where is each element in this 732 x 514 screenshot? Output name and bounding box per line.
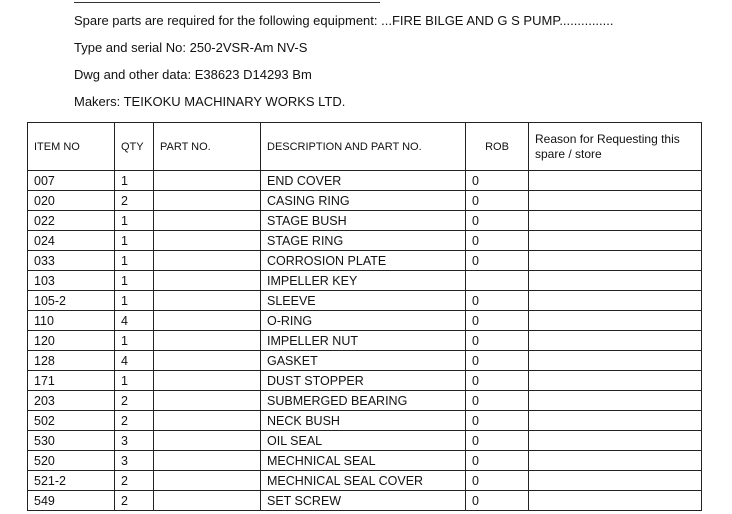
description-cell: O-RING [261,311,466,331]
reason-cell [529,291,702,311]
table-row [28,291,702,311]
rob-cell: 0 [466,331,529,351]
item-no-cell: 530 [28,431,115,451]
qty-cell: 1 [115,371,154,391]
item-no-cell: 521-2 [28,471,115,491]
description-cell: IMPELLER KEY [261,271,466,291]
qty-cell: 1 [115,231,154,251]
qty-cell: 2 [115,411,154,431]
table-row [28,491,702,511]
qty-cell: 1 [115,291,154,311]
column-header-rob: ROB [466,123,529,171]
rob-cell: 0 [466,451,529,471]
item-no-cell: 103 [28,271,115,291]
table-row [28,251,702,271]
description-cell: MECHNICAL SEAL COVER [261,471,466,491]
qty-cell: 3 [115,451,154,471]
reason-cell [529,471,702,491]
description-cell: SUBMERGED BEARING [261,391,466,411]
table-row [28,191,702,211]
item-no-cell: 105-2 [28,291,115,311]
rob-cell: 0 [466,351,529,371]
item-no-cell: 033 [28,251,115,271]
rob-cell: 0 [466,191,529,211]
rob-cell: 0 [466,491,529,511]
description-cell: CASING RING [261,191,466,211]
part-no-cell [154,371,261,391]
part-no-cell [154,231,261,251]
rob-cell: 0 [466,231,529,251]
part-no-cell [154,251,261,271]
description-cell: CORROSION PLATE [261,251,466,271]
rob-cell: 0 [466,431,529,451]
qty-cell: 1 [115,331,154,351]
item-no-cell: 203 [28,391,115,411]
description-cell: MECHNICAL SEAL [261,451,466,471]
reason-cell [529,311,702,331]
reason-cell [529,451,702,471]
description-cell: IMPELLER NUT [261,331,466,351]
column-header-reason: Reason for Requesting this spare / store [529,123,702,171]
qty-cell: 1 [115,171,154,191]
part-no-cell [154,351,261,371]
rob-cell: 0 [466,471,529,491]
qty-cell: 2 [115,471,154,491]
part-no-cell [154,191,261,211]
spare-parts-table [27,122,702,511]
part-no-cell [154,391,261,411]
table-row [28,231,702,251]
part-no-cell [154,311,261,331]
qty-cell: 1 [115,271,154,291]
rob-cell: 0 [466,291,529,311]
reason-cell [529,491,702,511]
table-row [28,391,702,411]
table-row [28,471,702,491]
rob-cell: 0 [466,251,529,271]
rob-cell: 0 [466,211,529,231]
qty-cell: 3 [115,431,154,451]
description-cell: DUST STOPPER [261,371,466,391]
description-cell: STAGE BUSH [261,211,466,231]
part-no-cell [154,411,261,431]
table-row [28,271,702,291]
description-cell: GASKET [261,351,466,371]
item-no-cell: 007 [28,171,115,191]
rob-cell: 0 [466,171,529,191]
reason-cell [529,191,702,211]
part-no-cell [154,451,261,471]
table-row [28,311,702,331]
reason-cell [529,431,702,451]
reason-cell [529,171,702,191]
description-cell: STAGE RING [261,231,466,251]
column-header-qty: QTY [115,123,154,171]
reason-cell [529,231,702,251]
rob-cell [466,271,529,291]
top-underline-fragment [74,0,380,3]
column-header-item-no: ITEM NO [28,123,115,171]
item-no-cell: 502 [28,411,115,431]
table-row [28,411,702,431]
qty-cell: 4 [115,311,154,331]
reason-cell [529,371,702,391]
equipment-line: Spare parts are required for the following equipment: ...FIRE BILGE AND G S PUMP............... [74,13,614,28]
item-no-cell: 128 [28,351,115,371]
part-no-cell [154,491,261,511]
reason-cell [529,251,702,271]
column-header-description: DESCRIPTION AND PART NO. [261,123,466,171]
item-no-cell: 171 [28,371,115,391]
rob-cell: 0 [466,411,529,431]
item-no-cell: 520 [28,451,115,471]
qty-cell: 1 [115,211,154,231]
part-no-cell [154,211,261,231]
table-row [28,331,702,351]
reason-cell [529,391,702,411]
item-no-cell: 549 [28,491,115,511]
reason-cell [529,411,702,431]
description-cell: END COVER [261,171,466,191]
qty-cell: 4 [115,351,154,371]
item-no-cell: 110 [28,311,115,331]
part-no-cell [154,171,261,191]
item-no-cell: 024 [28,231,115,251]
item-no-cell: 120 [28,331,115,351]
qty-cell: 2 [115,191,154,211]
part-no-cell [154,291,261,311]
qty-cell: 2 [115,391,154,411]
part-no-cell [154,431,261,451]
table-row [28,211,702,231]
table-row [28,171,702,191]
part-no-cell [154,271,261,291]
table-row [28,451,702,471]
type-serial-line: Type and serial No: 250-2VSR-Am NV-S [74,40,308,55]
table-row [28,351,702,371]
item-no-cell: 020 [28,191,115,211]
item-no-cell: 022 [28,211,115,231]
makers-line: Makers: TEIKOKU MACHINARY WORKS LTD. [74,94,346,109]
part-no-cell [154,331,261,351]
reason-cell [529,271,702,291]
table-header-row [28,123,702,171]
description-cell: OIL SEAL [261,431,466,451]
reason-cell [529,331,702,351]
part-no-cell [154,471,261,491]
description-cell: SLEEVE [261,291,466,311]
drawing-data-line: Dwg and other data: E38623 D14293 Bm [74,67,312,82]
description-cell: SET SCREW [261,491,466,511]
reason-cell [529,351,702,371]
rob-cell: 0 [466,371,529,391]
table-row [28,371,702,391]
description-cell: NECK BUSH [261,411,466,431]
column-header-part-no: PART NO. [154,123,261,171]
rob-cell: 0 [466,391,529,411]
qty-cell: 2 [115,491,154,511]
table-row [28,431,702,451]
qty-cell: 1 [115,251,154,271]
reason-cell [529,211,702,231]
rob-cell: 0 [466,311,529,331]
